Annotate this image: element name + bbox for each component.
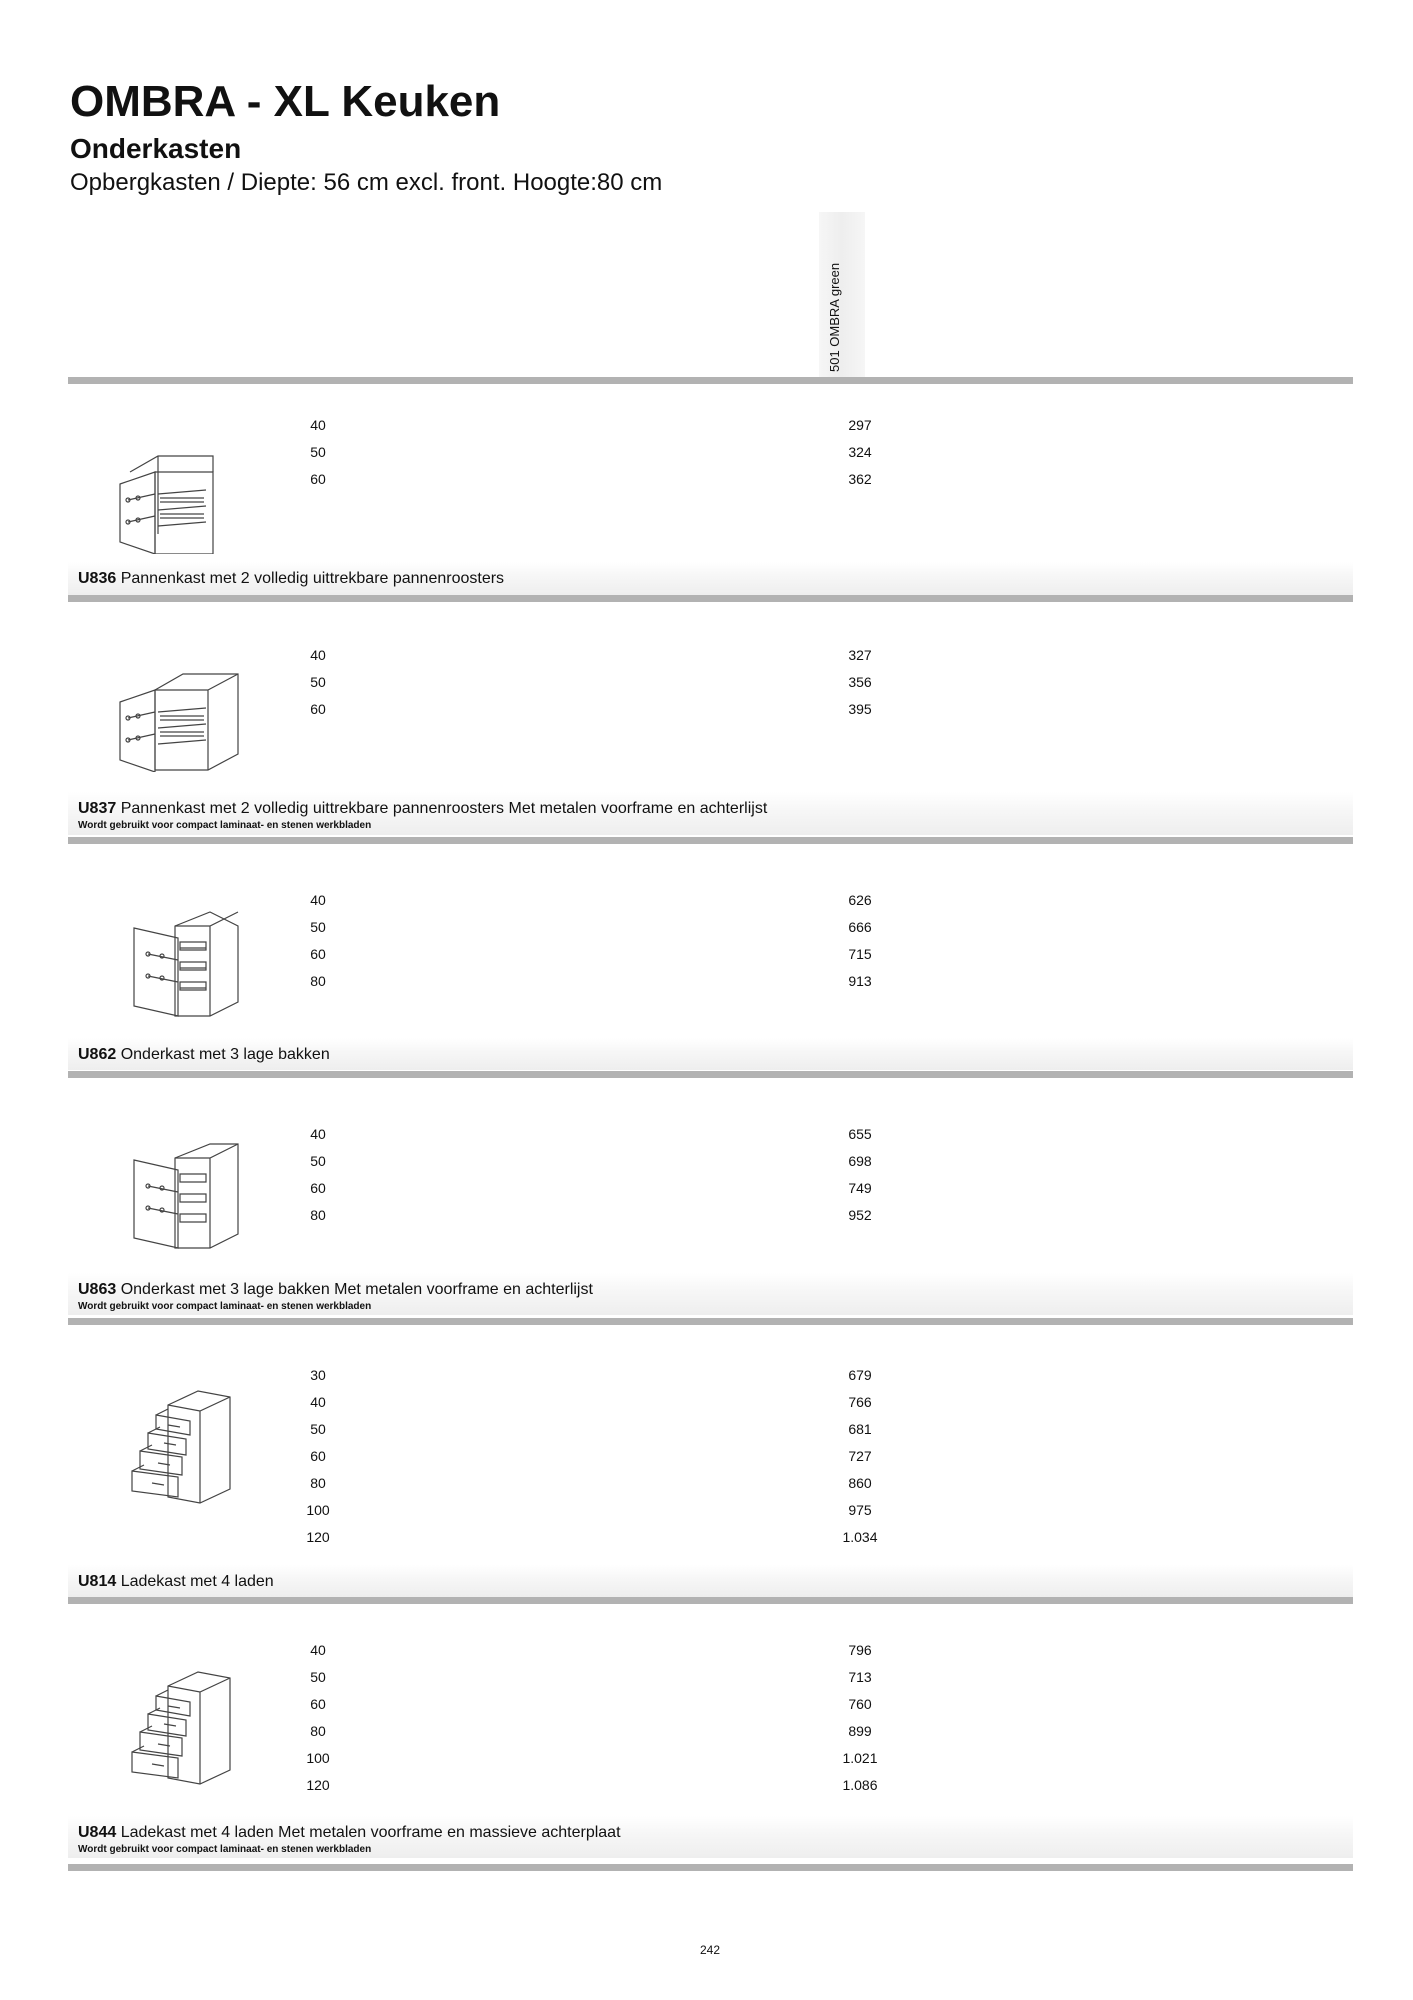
price-value: 952 [848,1207,872,1223]
price-value: 698 [848,1153,872,1169]
size-value: 50 [310,1153,326,1169]
price-value: 766 [848,1394,872,1410]
tray-cabinet-icon [98,1136,248,1256]
drawer-cabinet-icon [98,1666,248,1786]
price-value: 760 [848,1696,872,1712]
price-value: 715 [848,946,872,962]
size-value: 80 [310,973,326,989]
size-value: 60 [310,471,326,487]
price-column-header: 501 OMBRA green [827,262,842,372]
size-value: 40 [310,647,326,663]
size-value: 60 [310,1448,326,1464]
price-value: 899 [848,1723,872,1739]
price-value: 1.034 [842,1529,878,1545]
product-name: Onderkast met 3 lage bakken [120,1046,330,1063]
section-divider [68,1864,1353,1871]
product-name: Onderkast met 3 lage bakken Met metalen voorframe en achterlijst [120,1281,593,1298]
price-column-header-background [819,212,865,377]
size-value: 40 [310,1394,326,1410]
product-section-u844 [68,1604,1353,1874]
product-name: Pannenkast met 2 volledig uittrekbare pannenroosters [120,570,505,587]
product-code: U836 [78,570,117,587]
product-code: U844 [78,1824,117,1841]
price-value: 749 [848,1180,872,1196]
product-section-u836 [68,384,1353,602]
drawer-cabinet-icon [98,1385,248,1505]
product-label [68,1038,1353,1070]
size-value: 30 [310,1367,326,1383]
page-number: 242 [699,1943,721,1957]
price-value: 727 [848,1448,872,1464]
price-value: 666 [848,919,872,935]
size-value: 80 [310,1723,326,1739]
product-label [68,1273,1353,1315]
price-value: 1.021 [842,1750,878,1766]
size-value: 50 [310,1669,326,1685]
product-note: Wordt gebruikt voor compact laminaat- en stenen werkbladen [78,1844,372,1855]
section-divider [68,1071,1353,1078]
size-value: 120 [306,1777,330,1793]
size-value: 50 [310,674,326,690]
price-value: 860 [848,1475,872,1491]
section-divider [68,1597,1353,1604]
size-value: 80 [310,1475,326,1491]
product-code: U814 [78,1573,117,1590]
tray-cabinet-icon [98,904,248,1024]
product-note: Wordt gebruikt voor compact laminaat- en stenen werkbladen [78,1301,372,1312]
product-label [68,562,1353,595]
price-value: 327 [848,647,872,663]
section-divider [68,595,1353,602]
price-value: 362 [848,471,872,487]
page-title: OMBRA - XL Keuken [70,77,501,126]
product-code: U837 [78,800,117,817]
price-value: 395 [848,701,872,717]
product-section-u863 [68,1078,1353,1330]
size-value: 40 [310,1126,326,1142]
product-code: U862 [78,1046,117,1063]
price-value: 913 [848,973,872,989]
price-value: 626 [848,892,872,908]
price-value: 796 [848,1642,872,1658]
price-value: 356 [848,674,872,690]
price-value: 975 [848,1502,872,1518]
size-value: 60 [310,1180,326,1196]
section-divider [68,1318,1353,1325]
size-value: 60 [310,701,326,717]
price-value: 655 [848,1126,872,1142]
price-value: 324 [848,444,872,460]
size-value: 50 [310,444,326,460]
pan-drawer-cabinet-icon [98,434,248,554]
product-label [68,1816,1353,1858]
size-value: 40 [310,892,326,908]
product-section-u837 [68,602,1353,842]
section-description: Opbergkasten / Diepte: 56 cm excl. front. Hoogte:80 cm [70,169,663,196]
product-name: Ladekast met 4 laden Met metalen voorframe en massieve achterplaat [120,1824,621,1841]
size-value: 100 [306,1502,330,1518]
size-value: 60 [310,946,326,962]
section-subtitle: Onderkasten [70,133,242,164]
product-label [68,1565,1353,1597]
product-note: Wordt gebruikt voor compact laminaat- en stenen werkbladen [78,820,372,831]
size-value: 80 [310,1207,326,1223]
size-value: 50 [310,919,326,935]
product-code: U863 [78,1281,117,1298]
product-name: Pannenkast met 2 volledig uittrekbare pannenroosters Met metalen voorframe en achterlijst [120,800,768,817]
product-label [68,792,1353,835]
size-value: 120 [306,1529,330,1545]
header-divider [68,377,1353,384]
product-section-u814 [68,1325,1353,1610]
price-value: 679 [848,1367,872,1383]
size-value: 50 [310,1421,326,1437]
pan-drawer-cabinet-icon [98,652,248,772]
section-divider [68,837,1353,844]
product-section-u862 [68,844,1353,1076]
price-value: 297 [848,417,872,433]
price-value: 681 [848,1421,872,1437]
size-value: 100 [306,1750,330,1766]
price-value: 1.086 [842,1777,878,1793]
product-name: Ladekast met 4 laden [120,1573,274,1590]
size-value: 40 [310,1642,326,1658]
size-value: 40 [310,417,326,433]
price-value: 713 [848,1669,872,1685]
size-value: 60 [310,1696,326,1712]
